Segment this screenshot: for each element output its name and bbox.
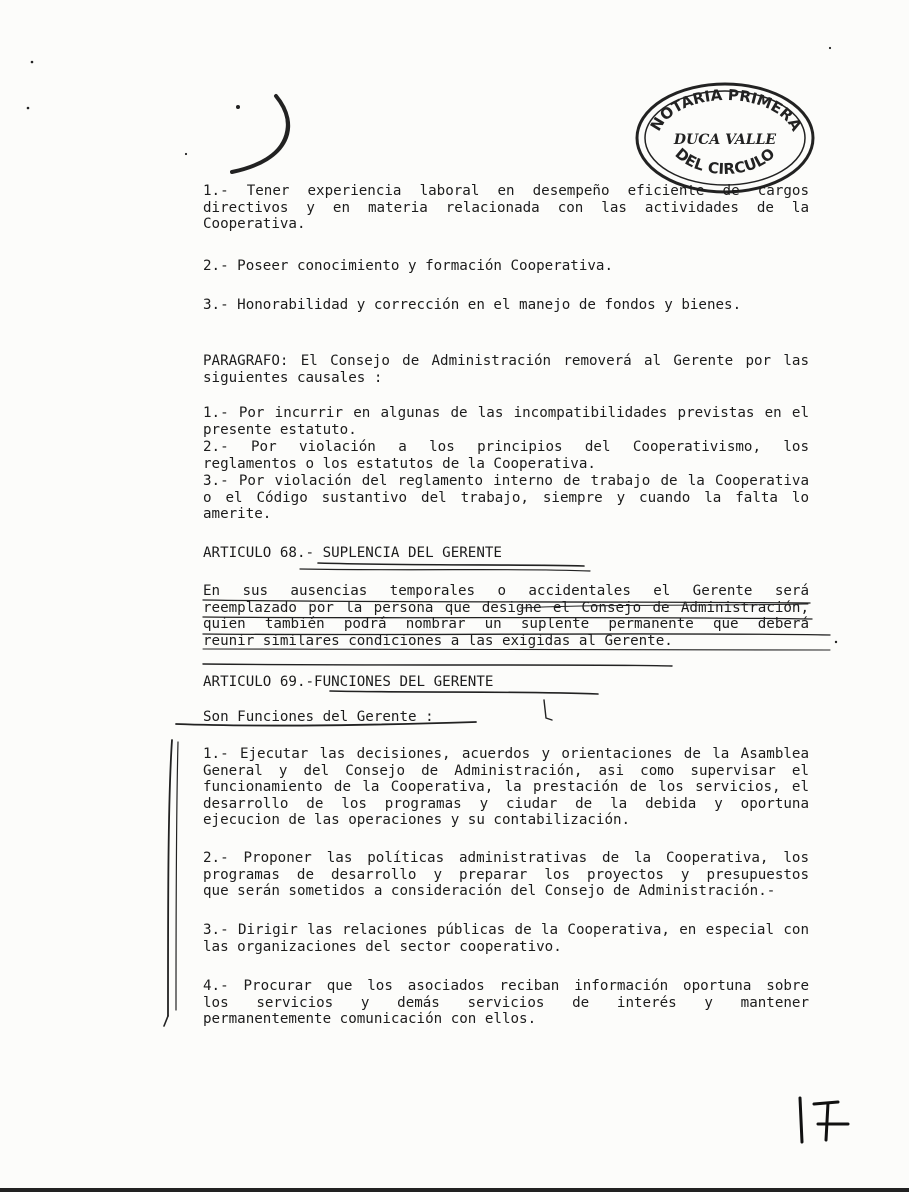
paragrafo-intro bbox=[203, 353, 809, 386]
text-line: desarrollo de los programas y ciudar de la debida y oportuna bbox=[203, 795, 809, 812]
causal-2 bbox=[203, 439, 809, 472]
text-line: presente estatuto. bbox=[203, 421, 357, 438]
text-line: reemplazado por la persona que designe el Consejo de Administración, bbox=[203, 599, 809, 616]
text-line: los servicios y demás servicios de interés y mantener bbox=[203, 994, 809, 1011]
pen-stroke bbox=[544, 700, 552, 720]
function-1 bbox=[203, 746, 809, 829]
causal-3 bbox=[203, 473, 809, 523]
text-line: PARAGRAFO: El Consejo de Administración removerá al Gerente por las bbox=[203, 353, 809, 369]
text-line: reunir similares condiciones a las exigidas al Gerente. bbox=[203, 632, 673, 649]
text-line: 1.- Por incurrir en algunas de las incompatibilidades previstas en el bbox=[203, 405, 809, 421]
text-line: 2.- Por violación a los principios del Cooperativismo, los bbox=[203, 439, 809, 455]
text-line: 4.- Procurar que los asociados reciban información oportuna sobre bbox=[203, 978, 809, 994]
article-number: ARTICULO 69.- bbox=[203, 674, 315, 690]
pen-stroke bbox=[240, 100, 287, 170]
text-line: 3.- Por violación del reglamento interno de trabajo de la Cooperativa bbox=[203, 473, 809, 489]
functions-intro: Son Funciones del Gerente : bbox=[203, 709, 434, 725]
causal-1 bbox=[203, 405, 809, 438]
margin-bracket bbox=[164, 1016, 168, 1026]
ink-dot bbox=[829, 47, 831, 49]
scan-edge bbox=[0, 1188, 909, 1192]
underline bbox=[318, 563, 584, 566]
underline bbox=[330, 691, 598, 694]
ink-dot bbox=[185, 153, 187, 155]
text-line: quien también podrá nombrar un suplente permanente que deberá bbox=[203, 616, 809, 632]
text-line: General y del Consejo de Administración, asi como supervisar el bbox=[203, 762, 809, 779]
svg-text:DEL CIRCULO bbox=[672, 144, 779, 178]
margin-bracket bbox=[176, 742, 178, 1010]
text-line: Cooperativa. bbox=[203, 216, 306, 232]
text-line: 3.- Dirigir las relaciones públicas de la Cooperativa, en especial con bbox=[203, 922, 809, 938]
text-line: 2.- Proponer las políticas administrativas de la Cooperativa, los bbox=[203, 850, 809, 866]
ink-dot bbox=[835, 641, 837, 643]
function-3 bbox=[203, 922, 809, 955]
ink-dot bbox=[31, 61, 34, 64]
article-title: SUPLENCIA DEL GERENTE bbox=[322, 545, 502, 561]
text-line: 3.- Honorabilidad y corrección en el manejo de fondos y bienes. bbox=[203, 297, 742, 313]
text-line: ejecucion de las operaciones y su contabilización. bbox=[203, 812, 631, 828]
article-68-heading bbox=[203, 545, 502, 562]
underline bbox=[203, 649, 830, 650]
underline bbox=[203, 664, 672, 666]
ink-dot bbox=[27, 107, 30, 110]
article-title: FUNCIONES DEL GERENTE bbox=[314, 674, 494, 690]
article-68-body bbox=[203, 583, 809, 649]
stamp-top-text: NOTARIA PRIMERA bbox=[646, 85, 806, 135]
requirement-1 bbox=[203, 183, 809, 233]
text-line: permanentemente comunicación con ellos. bbox=[203, 1011, 537, 1027]
article-69-heading bbox=[203, 674, 493, 691]
text-line: amerite. bbox=[203, 506, 272, 522]
text-line: 1.- Ejecutar las decisiones, acuerdos y orientaciones de la Asamblea bbox=[203, 746, 809, 762]
function-4 bbox=[203, 978, 809, 1028]
text-line: o el Código sustantivo del trabajo, siempre y cuando la falta lo bbox=[203, 489, 809, 506]
article-number: ARTICULO 68.- bbox=[203, 545, 315, 561]
pen-stroke bbox=[232, 96, 288, 172]
requirement-2 bbox=[203, 258, 809, 275]
margin-bracket bbox=[168, 740, 172, 1016]
text-line: 2.- Poseer conocimiento y formación Cooperativa. bbox=[203, 258, 613, 274]
text-line: 1.- Tener experiencia laboral en desempeño eficiente de cargos bbox=[203, 183, 809, 199]
text-line: reglamentos o los estatutos de la Cooperativa. bbox=[203, 455, 596, 472]
text-line: que serán sometidos a consideración del Consejo de Administración.- bbox=[203, 883, 776, 899]
text-line: siguientes causales : bbox=[203, 369, 383, 386]
page-number bbox=[790, 1090, 860, 1150]
page-number-text: 17 bbox=[790, 1090, 792, 1091]
text-line: En sus ausencias temporales o accidentales el Gerente será bbox=[203, 583, 809, 599]
stamp-bottom-text: DEL CIRCULO bbox=[671, 144, 779, 179]
underline bbox=[300, 569, 590, 571]
requirement-3 bbox=[203, 297, 809, 314]
text-line: directivos y en materia relacionada con las actividades de la bbox=[203, 199, 809, 216]
stamp-middle-text: DUCA VALLE bbox=[673, 132, 777, 148]
text-line: las organizaciones del sector cooperativo. bbox=[203, 938, 562, 955]
text-line: funcionamiento de la Cooperativa, la prestación de los servicios, el bbox=[203, 779, 809, 795]
svg-text:NOTARIA PRIMERA bbox=[647, 86, 806, 135]
function-2 bbox=[203, 850, 809, 900]
ink-dot bbox=[236, 105, 240, 109]
notary-stamp bbox=[630, 78, 820, 198]
text-line: programas de desarrollo y preparar los proyectos y presupuestos bbox=[203, 866, 809, 883]
